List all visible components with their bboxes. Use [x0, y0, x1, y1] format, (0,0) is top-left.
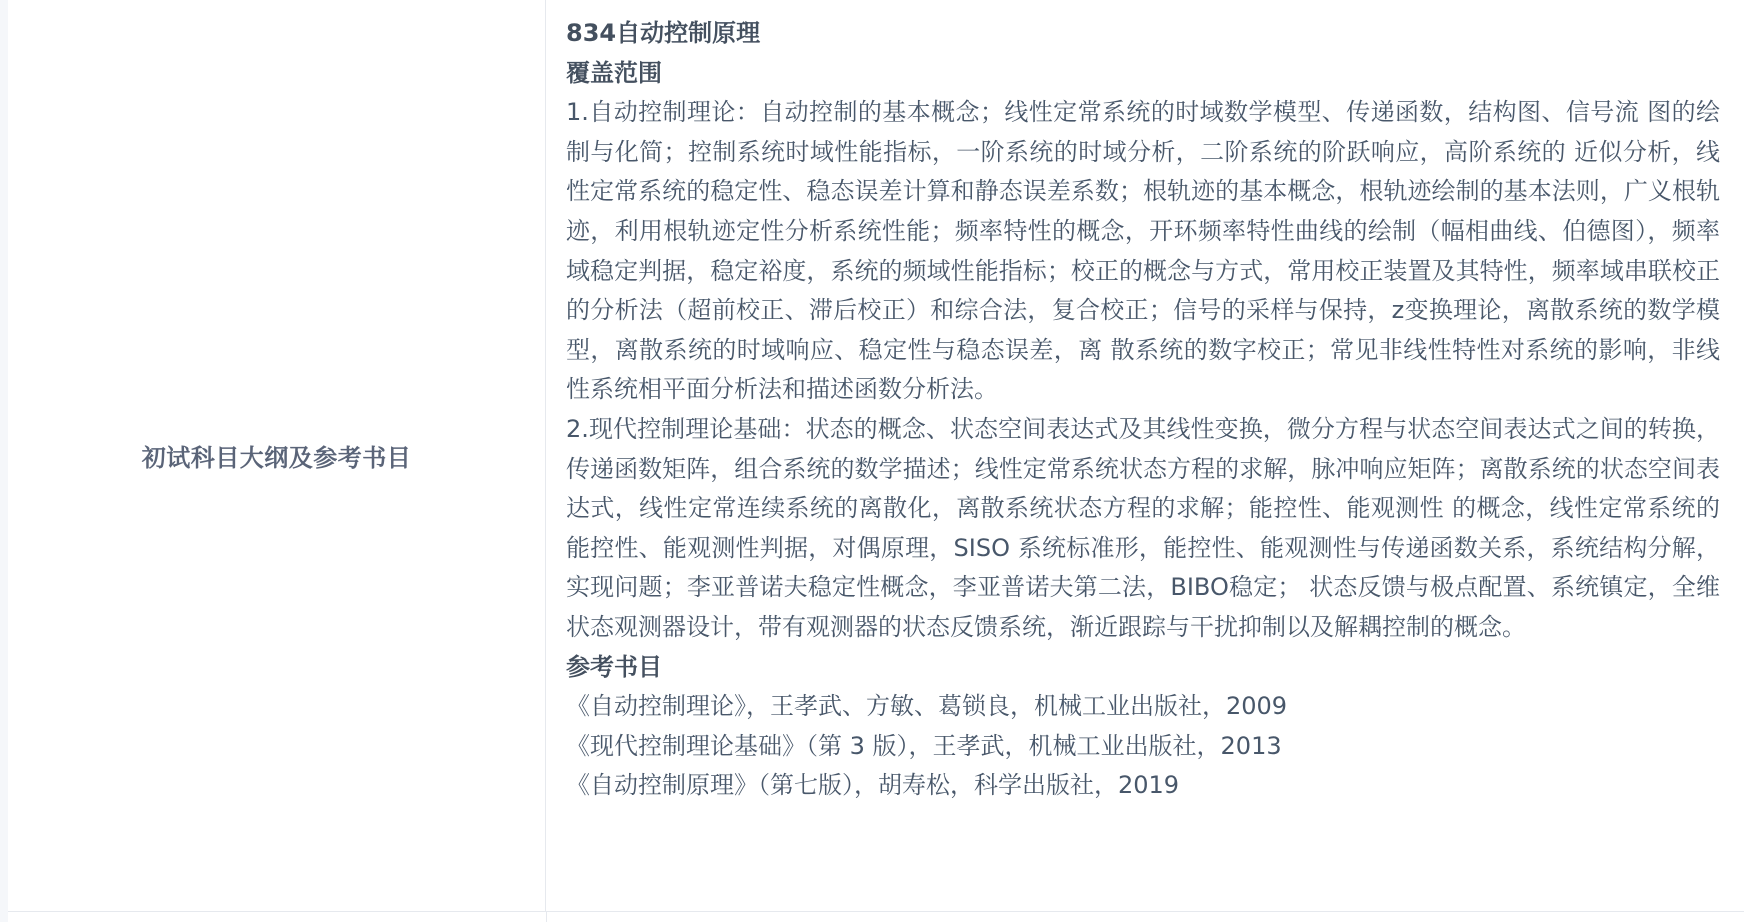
reference-item: 《自动控制原理》（第七版），胡寿松，科学出版社，2019	[566, 771, 1180, 800]
scope-heading: 覆盖范围	[566, 58, 662, 87]
table-row	[8, 0, 1744, 912]
table-left-border	[0, 0, 8, 922]
subject-title: 834自动控制原理	[566, 19, 761, 47]
row-content-cell	[547, 0, 1744, 911]
reference-heading: 参考书目	[566, 652, 662, 681]
next-table-row	[8, 912, 1744, 922]
row-label: 初试科目大纲及参考书目	[141, 444, 412, 472]
reference-item: 《自动控制理论》，王孝武、方敏、葛锁良，机械工业出版社，2009	[566, 692, 1288, 721]
column-divider	[546, 912, 547, 922]
reference-list	[566, 687, 1720, 806]
scope-paragraph-2: 2.现代控制理论基础：状态的概念、状态空间表达式及其线性变换，微分方程与状态空间表达式之间的转换，传递函数矩阵，组合系统的数学描述；线性定常系统状态方程的求解，脉冲响应矩阵；离散系统的状态空间表达式，线性定常连续系统的离散化，离散系统状态方程的求解；能控性、能观测性 的概念，线性定常系统的能控性、能观测性判据，对偶原理，SISO 系统标准形，能控性、能观测性与传递函数关系，系统结构分解，实现问题；李亚普诺夫稳定性概念，李亚普诺夫第二法，BIBO稳定； 状态反馈与极点配置、系统镇定，全维状态观测器设计，带有观测器的状态反馈系统，渐近跟踪与干扰抑制以及解耦控制的概念。	[566, 414, 1720, 641]
scope-paragraph-1: 1.自动控制理论：自动控制的基本概念；线性定常系统的时域数学模型、传递函数，结构图、信号流 图的绘制与化简；控制系统时域性能指标，一阶系统的时域分析，二阶系统的阶跃响应，高阶系统的 近似分析，线性定常系统的稳定性、稳态误差计算和静态误差系数；根轨迹的基本概念，根轨迹绘制的基本法则，广义根轨迹，利用根轨迹定性分析系统性能；频率特性的概念，开环频率特性曲线的绘制（幅相曲线、伯德图），频率域稳定判据，稳定裕度，系统的频域性能指标；校正的概念与方式，常用校正装置及其特性，频率域串联校正的分析法（超前校正、滞后校正）和综合法，复合校正；信号的采样与保持，z变换理论，离散系统的数学模型，离散系统的时域响应、稳定性与稳态误差，离 散系统的数字校正；常见非线性特性对系统的影响，非线性系统相平面分析法和描述函数分析法。	[566, 98, 1720, 404]
reference-item: 《现代控制理论基础》（第 3 版），王孝武，机械工业出版社，2013	[566, 731, 1282, 760]
row-label-cell	[8, 0, 546, 911]
